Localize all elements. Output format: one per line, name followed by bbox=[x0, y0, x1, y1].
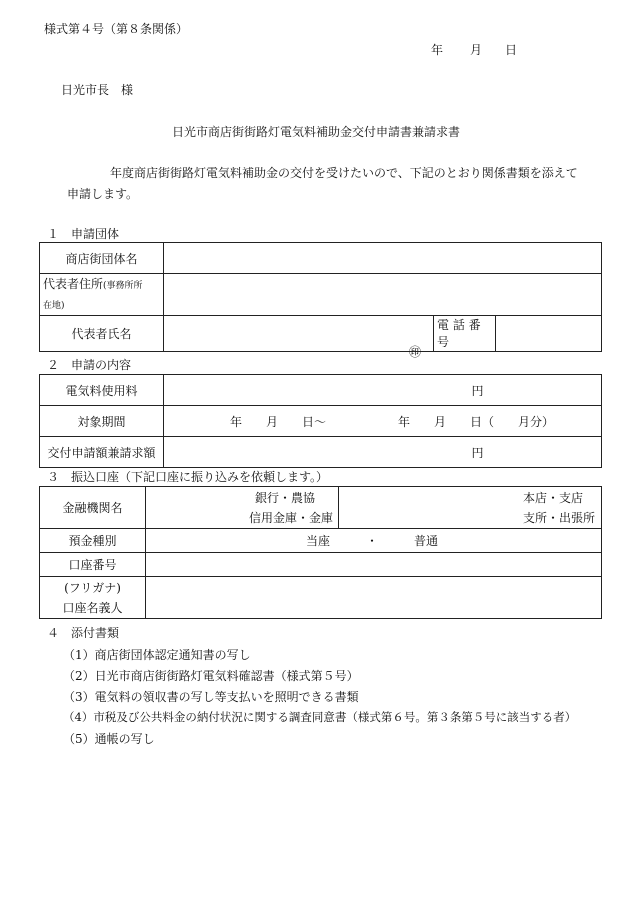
deposit-field[interactable] bbox=[146, 529, 602, 553]
fee-label: 電気料使用料 bbox=[40, 375, 164, 406]
bank-type-1: 銀行・農協 bbox=[254, 490, 315, 505]
claim-yen: 円 bbox=[471, 445, 484, 460]
rep-address-label: 代表者住所 bbox=[43, 276, 104, 291]
section1-heading: １ 申請団体 bbox=[47, 227, 120, 241]
intro-line-2: 申請します。 bbox=[67, 187, 139, 201]
furigana-label: (フリガナ) bbox=[64, 580, 121, 595]
bank-type-2: 信用金庫・金庫 bbox=[248, 510, 333, 525]
claim-field[interactable] bbox=[164, 437, 602, 468]
period-field[interactable] bbox=[164, 406, 602, 437]
addressee: 日光市長 様 bbox=[61, 83, 134, 97]
rep-address-note-1: (事務所所 bbox=[103, 280, 143, 291]
attachment-item-5: （5）通帳の写し bbox=[63, 732, 155, 746]
request-table bbox=[39, 374, 602, 468]
branch-cell[interactable] bbox=[339, 487, 602, 529]
date-day: 日 bbox=[505, 43, 518, 57]
branch-1: 本店・支店 bbox=[522, 490, 583, 505]
bank-type-cell[interactable] bbox=[146, 487, 339, 529]
account-no-label: 口座番号 bbox=[40, 553, 146, 577]
phone-label-2: 号 bbox=[437, 334, 450, 349]
page-title: 日光市商店街街路灯電気料補助金交付申請書兼請求書 bbox=[172, 125, 461, 139]
applicant-table bbox=[39, 242, 602, 359]
section4-heading: ４ 添付書類 bbox=[47, 626, 120, 640]
date-month: 月 bbox=[470, 43, 483, 57]
rep-name-label: 代表者氏名 bbox=[40, 316, 164, 352]
attachment-item-1: （1）商店街団体認定通知書の写し bbox=[63, 648, 251, 662]
date-year: 年 bbox=[431, 43, 444, 57]
rep-name-field[interactable] bbox=[164, 316, 434, 359]
holder-label: 口座名義人 bbox=[62, 600, 123, 615]
section2-heading: ２ 申請の内容 bbox=[47, 358, 132, 372]
bank-label: 金融機関名 bbox=[40, 487, 146, 529]
form-number: 様式第４号（第８条関係） bbox=[44, 22, 189, 36]
group-name-label: 商店街団体名 bbox=[40, 243, 164, 274]
intro-line-1: 年度商店街街路灯電気料補助金の交付を受けたいので、下記のとおり関係書類を添えて bbox=[110, 166, 578, 180]
period-text: 年 月 日～ 年 月 日（ 月分） bbox=[230, 414, 555, 429]
holder-label-cell bbox=[40, 577, 146, 619]
attachment-item-3: （3）電気料の領収書の写し等支払いを照明できる書類 bbox=[63, 690, 359, 704]
group-name-field[interactable] bbox=[164, 243, 602, 274]
period-label: 対象期間 bbox=[40, 406, 164, 437]
claim-label: 交付申請額兼請求額 bbox=[40, 437, 164, 468]
phone-label-1: 電 話 番 bbox=[437, 317, 481, 332]
fee-yen: 円 bbox=[471, 383, 484, 398]
deposit-label: 預金種別 bbox=[40, 529, 146, 553]
account-no-field[interactable] bbox=[146, 553, 602, 577]
rep-address-note-2: 在地) bbox=[43, 300, 65, 311]
deposit-options: 当座 ・ 普通 bbox=[306, 534, 439, 548]
rep-address-field[interactable] bbox=[164, 274, 602, 316]
attachment-item-4: （4）市税及び公共料金の納付状況に関する調査同意書（様式第６号。第３条第５号に該当する者） bbox=[63, 710, 577, 724]
branch-2: 支所・出張所 bbox=[522, 510, 595, 525]
rep-address-label-cell bbox=[40, 274, 164, 316]
seal-mark: ㊞ bbox=[408, 344, 421, 359]
holder-field[interactable] bbox=[146, 577, 602, 619]
fee-field[interactable] bbox=[164, 375, 602, 406]
bank-table bbox=[39, 486, 602, 619]
section3-heading: ３ 振込口座（下記口座に振り込みを依頼します。） bbox=[47, 470, 329, 484]
phone-label-cell bbox=[434, 316, 496, 352]
phone-field[interactable] bbox=[496, 316, 602, 352]
attachment-item-2: （2）日光市商店街街路灯電気料確認書（様式第５号） bbox=[63, 669, 359, 683]
